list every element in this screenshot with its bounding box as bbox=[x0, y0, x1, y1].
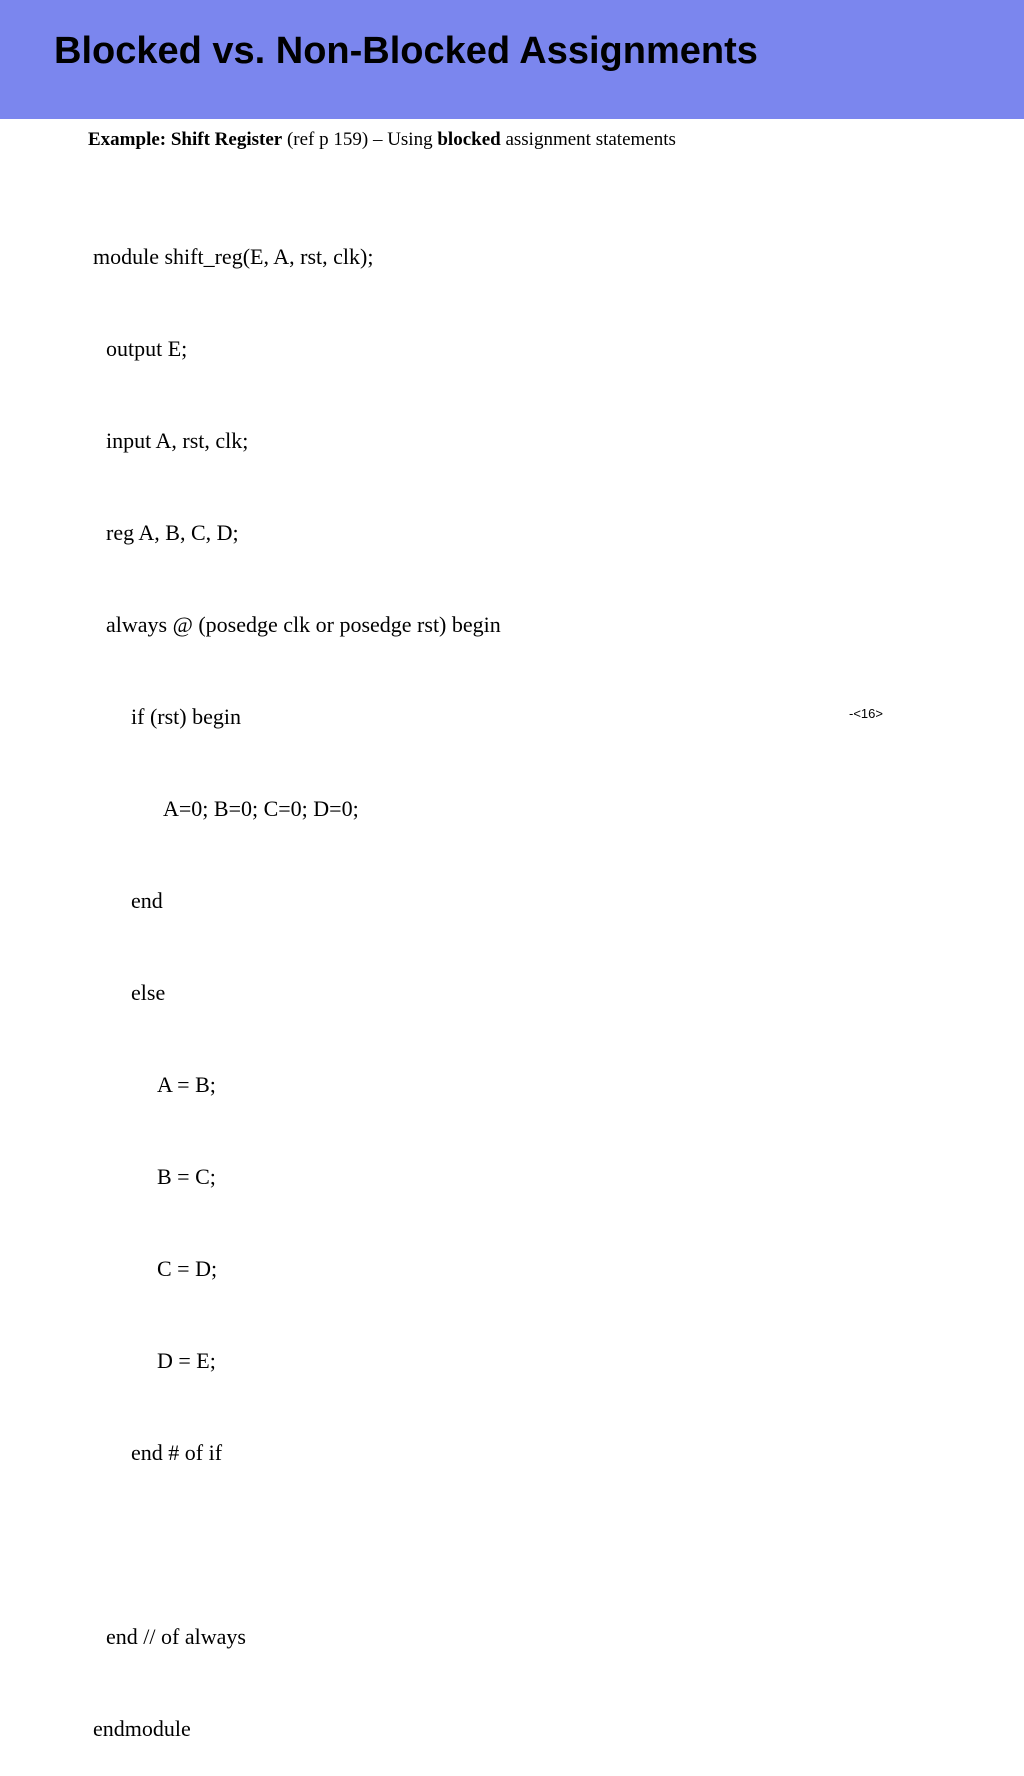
subtitle-tail: assignment statements bbox=[500, 129, 676, 150]
code-line: if (rst) begin bbox=[131, 704, 241, 730]
subtitle-bold-word: blocked bbox=[437, 129, 501, 150]
subtitle-ref: (ref p 159) – Using bbox=[282, 129, 438, 150]
code-line: else bbox=[131, 980, 166, 1006]
code-line: B = C; bbox=[157, 1164, 216, 1190]
slide-subtitle bbox=[88, 127, 676, 153]
code-line: end bbox=[131, 888, 163, 914]
code-line: input A, rst, clk; bbox=[106, 428, 249, 454]
subtitle-lead: Example: Shift Register bbox=[88, 129, 283, 150]
code-line: end // of always bbox=[106, 1624, 246, 1650]
code-line: always @ (posedge clk or posedge rst) begin bbox=[106, 612, 501, 638]
code-block bbox=[93, 181, 501, 1776]
slide-title: Blocked vs. Non-Blocked Assignments bbox=[54, 30, 758, 72]
code-line: A = B; bbox=[157, 1072, 216, 1098]
code-line: endmodule bbox=[93, 1716, 191, 1742]
title-bar bbox=[0, 0, 1024, 119]
code-line: A=0; B=0; C=0; D=0; bbox=[163, 796, 359, 822]
code-line: C = D; bbox=[157, 1256, 218, 1282]
code-line: reg A, B, C, D; bbox=[106, 520, 239, 546]
page-number: -<16> bbox=[849, 706, 883, 721]
code-line: end # of if bbox=[131, 1440, 223, 1466]
code-line: module shift_reg(E, A, rst, clk); bbox=[93, 244, 374, 270]
code-line: D = E; bbox=[157, 1348, 216, 1374]
code-line: output E; bbox=[106, 336, 188, 362]
code-line bbox=[93, 1530, 501, 1561]
